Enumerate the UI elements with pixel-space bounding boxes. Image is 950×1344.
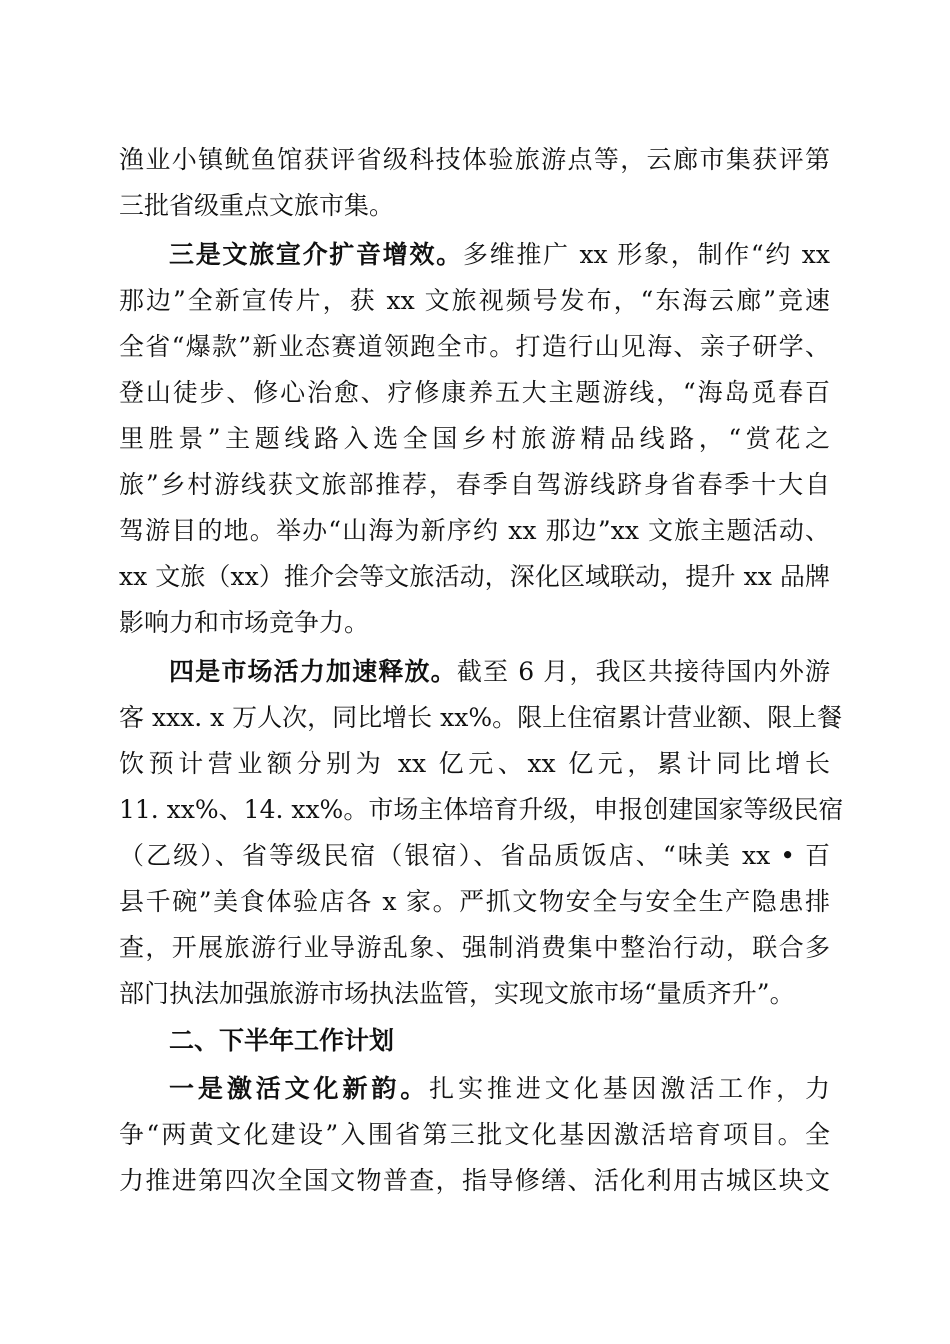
paragraph-1-line-2: 三批省级重点文旅市集。 (119, 191, 395, 220)
paragraph-1-line-1: 渔业小镇鱿鱼馆获评省级科技体验旅游点等，云廊市集获评第 (119, 145, 830, 174)
paragraph-4-line-2: 争“两黄文化建设”入围省第三批文化基因激活培育项目。全 (119, 1120, 830, 1149)
paragraph-2-line-9: 影响力和市场竞争力。 (119, 608, 370, 637)
paragraph-3-line-1 (169, 650, 830, 694)
paragraph-3-line-7: 查，开展旅游行业导游乱象、强制消费集中整治行动，联合多 (119, 933, 830, 962)
paragraph-3-line-5: （乙级）、省等级民宿（银宿）、省品质饭店、“味美 xx • 百 (119, 841, 830, 870)
paragraph-2-first-rest: 多维推广 xx 形象，制作“约 xx (462, 240, 830, 269)
paragraph-4-first-rest: 扎实推进文化基因激活工作，力 (429, 1074, 830, 1103)
paragraph-2-line-3: 全省“爆款”新业态赛道领跑全市。打造行山见海、亲子研学、 (119, 332, 830, 361)
paragraph-3-line-4: 11. xx%、14. xx%。市场主体培育升级，申报创建国家等级民宿 (119, 795, 844, 824)
paragraph-4-line-1 (169, 1067, 830, 1111)
paragraph-4-lead: 一是激活文化新韵。 (169, 1074, 430, 1103)
section-heading: 二、下半年工作计划 (169, 1026, 395, 1055)
paragraph-3-first-rest: 截至 6 月，我区共接待国内外游 (456, 657, 830, 686)
paragraph-2-line-4: 登山徒步、修心治愈、疗修康养五大主题游线，“海岛觅春百 (119, 378, 830, 407)
paragraph-2-line-7: 驾游目的地。举办“山海为新序约 xx 那边”xx 文旅主题活动、 (119, 516, 830, 545)
paragraph-2-line-2: 那边”全新宣传片，获 xx 文旅视频号发布，“东海云廊”竞速 (119, 286, 830, 315)
paragraph-2-line-6: 旅”乡村游线获文旅部推荐，春季自驾游线跻身省春季十大自 (119, 470, 830, 499)
paragraph-2-line-1 (169, 233, 830, 277)
paragraph-3-line-2: 客 xxx. x 万人次，同比增长 xx%。限上住宿累计营业额、限上餐 (119, 703, 843, 732)
paragraph-4-line-3: 力推进第四次全国文物普查，指导修缮、活化利用古城区块文 (119, 1166, 830, 1195)
paragraph-2-lead: 三是文旅宣介扩音增效。 (169, 240, 463, 269)
paragraph-3-line-6: 县千碗”美食体验店各 x 家。严抓文物安全与安全生产隐患排 (119, 887, 830, 916)
paragraph-3-line-3: 饮预计营业额分别为 xx 亿元、xx 亿元，累计同比增长 (119, 749, 830, 778)
paragraph-3-line-8: 部门执法加强旅游市场执法监管，实现文旅市场“量质齐升”。 (119, 979, 795, 1008)
paragraph-2-line-8: xx 文旅（xx）推介会等文旅活动，深化区域联动，提升 xx 品牌 (119, 562, 830, 591)
paragraph-3-lead: 四是市场活力加速释放。 (169, 657, 457, 686)
paragraph-2-line-5: 里胜景”主题线路入选全国乡村旅游精品线路，“赏花之 (119, 424, 830, 453)
